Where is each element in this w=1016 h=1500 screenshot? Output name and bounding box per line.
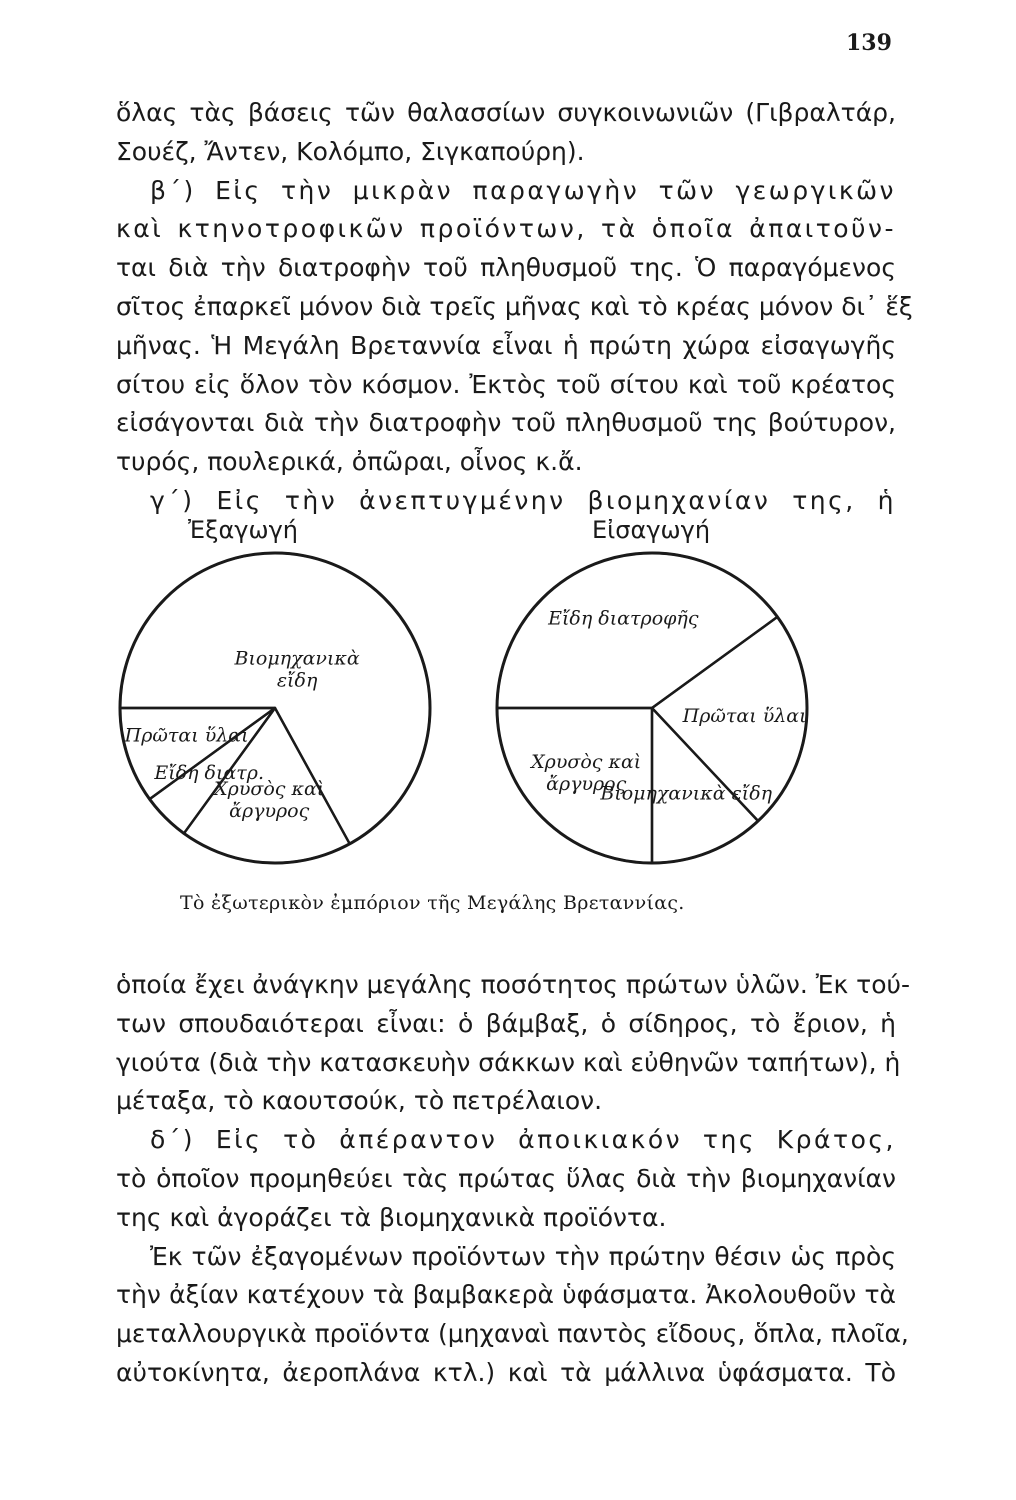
text-line: ὁποία ἔχει ἀνάγκην μεγάλης ποσότητος πρώτων ὑλῶν. Ἐκ τού- — [116, 970, 911, 999]
text-line: τὸ ὁποῖον προμηθεύει τὰς πρώτας ὕλας διὰ τὴν βιομηχανίαν — [116, 1163, 896, 1193]
import-slice-label: Πρῶται ὕλαι — [682, 704, 807, 727]
text-line: της καὶ ἀγοράζει τὰ βιομηχανικὰ προϊόντα. — [116, 1202, 667, 1232]
export-slice-label: Βιομηχανικὰ εἴδη — [234, 647, 360, 692]
export-pie — [120, 553, 430, 863]
import-slice-label: Βιομηχανικὰ εἴδη — [600, 782, 773, 805]
text-line: αὐτοκίνητα, ἀεροπλάνα κτλ.) καὶ τὰ μάλλινα ὑφάσματα. Τὸ — [116, 1357, 896, 1387]
text-line: γιούτα (διὰ τὴν κατασκευὴν σάκκων καὶ εὐθηνῶν ταπήτων), ἡ — [116, 1047, 901, 1077]
page-number: 139 — [846, 30, 892, 56]
text-line: μέταξα, τὸ καουτσούκ, τὸ πετρέλαιον. — [116, 1086, 603, 1116]
import-slice-label: Εἴδη διατροφῆς — [548, 607, 699, 630]
text-line: σίτου εἰς ὅλον τὸν κόσμον. Ἐκτὸς τοῦ σίτου καὶ τοῦ κρέατος — [116, 369, 896, 399]
text-line: Ἐκ τῶν ἐξαγομένων προϊόντων τὴν πρώτην θέσιν ὡς πρὸς — [150, 1241, 896, 1271]
text-line: ὅλας τὰς βάσεις τῶν θαλασσίων συγκοινωνιῶν (Γιβραλτάρ, — [116, 98, 896, 127]
text-line: των σπουδαιότεραι εἶναι: ὁ βάμβαξ, ὁ σίδηρος, τὸ ἔριον, ἡ — [116, 1008, 896, 1038]
import-slice-label: Χρυσὸς καὶ ἄργυρος — [531, 750, 642, 795]
text-line: μῆνας. Ἡ Μεγάλη Βρεταννία εἶναι ἡ πρώτη χώρα εἰσαγωγῆς — [116, 330, 896, 360]
import-slice-ειδη-διατροφης — [497, 553, 777, 708]
text-line: εἰσάγονται διὰ τὴν διατροφὴν τοῦ πληθυσμοῦ της βούτυρον, — [116, 408, 896, 438]
text-line: Σουέζ, Ἄντεν, Κολόμπο, Σιγκαπούρη). — [116, 136, 585, 166]
text-line: ται διὰ τὴν διατροφὴν τοῦ πληθυσμοῦ της. Ὁ παραγόμενος — [116, 253, 896, 283]
text-line: σῖτος ἐπαρκεῖ μόνον διὰ τρεῖς μῆνας καὶ τὸ κρέας μόνον δι᾽ ἕξ — [116, 291, 913, 321]
import-pie — [497, 553, 807, 863]
text-line: μεταλλουργικὰ προϊόντα (μηχαναὶ παντὸς εἴδους, ὅπλα, πλοῖα, — [116, 1319, 909, 1349]
export-slice-label: Εἴδη διατρ. — [154, 761, 265, 784]
text-line: τὴν ἀξίαν κατέχουν τὰ βαμβακερὰ ὑφάσματα. Ἀκολουθοῦν τὰ — [116, 1280, 896, 1310]
export-slice-label: Χρυσὸς καὶ ἄργυρος — [214, 777, 325, 822]
export-slice-label: Πρῶται ὕλαι — [124, 724, 249, 747]
figure-caption: Τὸ ἐξωτερικὸν ἐμπόριον τῆς Μεγάλης Βρεταννίας. — [180, 892, 685, 914]
text-line: γ΄) Εἰς τὴν ἀνεπτυγμένην βιομηχανίαν της, ἡ — [150, 485, 896, 515]
bottom-paragraphs — [116, 966, 911, 1393]
text-line: β΄) Εἰς τὴν μικρὰν παραγωγὴν τῶν γεωργικῶν — [150, 175, 896, 205]
text-line: δ΄) Εἰς τὸ ἀπέραντον ἀποικιακόν της Κράτος, — [150, 1125, 896, 1155]
export-pie-title: Ἐξαγωγή — [188, 516, 298, 544]
text-line: καὶ κτηνοτροφικῶν προϊόντων, τὰ ὁποῖα ἀπαιτοῦν- — [116, 214, 896, 244]
import-pie-title: Εἰσαγωγή — [592, 516, 711, 544]
text-line: τυρός, πουλερικά, ὀπῶραι, οἶνος κ.ἄ. — [116, 447, 583, 477]
